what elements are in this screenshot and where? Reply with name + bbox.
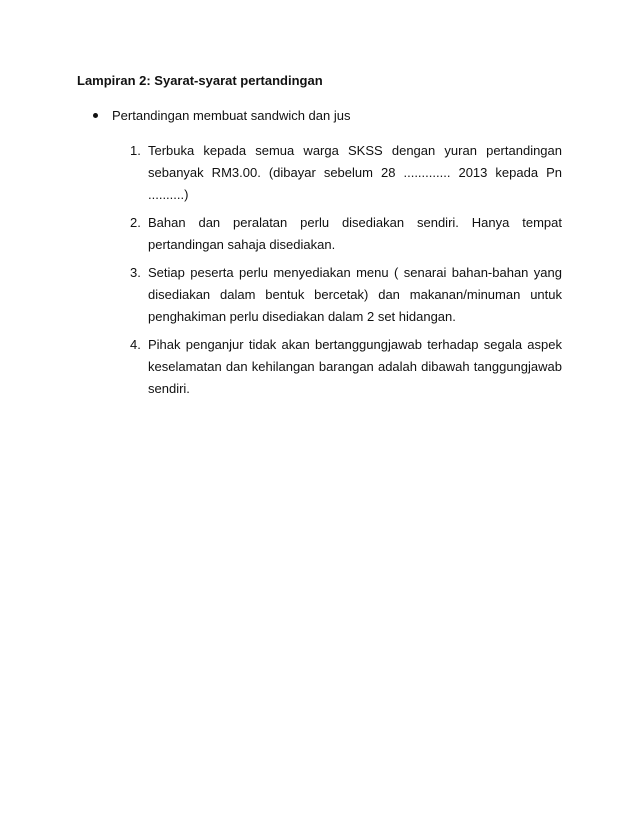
bullet-dot-icon	[93, 113, 98, 118]
list-item-number: 4.	[130, 337, 141, 352]
list-item-text: Setiap peserta perlu menyediakan menu ( senarai bahan-bahan yang disediakan dalam bentuk bercetak) dan makanan/minuman untuk penghakiman perlu disediakan dalam 2 set hidangan.	[148, 265, 562, 324]
list-item-text: Pihak penganjur tidak akan bertanggungjawab terhadap segala aspek keselamatan dan kehilangan barangan adalah dibawah tanggungjawab sendiri.	[148, 337, 562, 396]
list-item-text: Bahan dan peralatan perlu disediakan sendiri. Hanya tempat pertandingan sahaja disediakan.	[148, 215, 562, 252]
list-item	[130, 262, 562, 328]
numbered-list	[130, 140, 562, 406]
list-item-number: 3.	[130, 265, 141, 280]
list-item-text: Terbuka kepada semua warga SKSS dengan yuran pertandingan sebanyak RM3.00. (dibayar sebelum 28 ............. 2013 kepada Pn ..........)	[148, 143, 562, 202]
document-heading: Lampiran 2: Syarat-syarat pertandingan	[77, 73, 323, 88]
bullet-item	[93, 108, 350, 124]
list-item-number: 1.	[130, 143, 141, 158]
list-item-number: 2.	[130, 215, 141, 230]
list-item	[130, 212, 562, 256]
list-item	[130, 140, 562, 206]
bullet-text: Pertandingan membuat sandwich dan jus	[112, 108, 351, 123]
list-item	[130, 334, 562, 400]
